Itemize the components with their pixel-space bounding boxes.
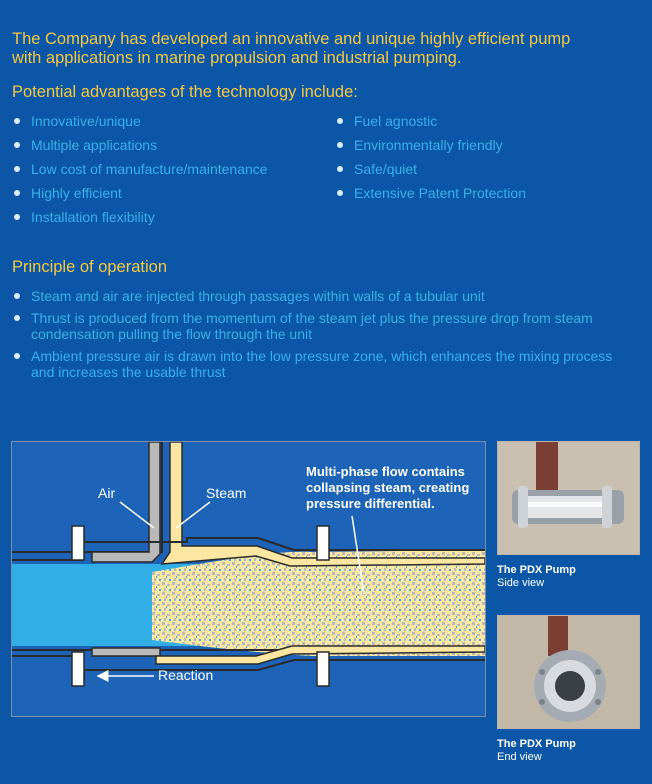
list-item: Safe/quiet xyxy=(335,161,526,177)
flow-label-line-3: pressure differential. xyxy=(306,496,435,511)
flow-label-line-2: collapsing steam, creating xyxy=(306,480,470,495)
caption-side-title: The PDX Pump xyxy=(497,564,576,576)
caption-side-sub: Side view xyxy=(497,577,545,589)
flange-left-bottom xyxy=(72,652,84,686)
list-item: Steam and air are injected through passages within walls of a tubular unit xyxy=(12,288,637,304)
caption-end-title: The PDX Pump xyxy=(497,738,576,750)
flange-left-top xyxy=(72,526,84,560)
intro-text xyxy=(12,30,632,68)
list-item: Ambient pressure air is drawn into the low pressure zone, which enhances the mixing process and increases the usable thrust xyxy=(12,348,637,380)
flange-right-bottom xyxy=(317,652,329,686)
advantages-list-left xyxy=(12,113,268,233)
list-item: Highly efficient xyxy=(12,185,268,201)
principle-list xyxy=(12,288,637,386)
flow-label-line-1: Multi-phase flow contains xyxy=(306,464,465,479)
list-item: Low cost of manufacture/maintenance xyxy=(12,161,268,177)
intro-line-1: The Company has developed an innovative and unique highly efficient pump xyxy=(12,30,571,48)
caption-end xyxy=(497,738,576,764)
list-item: Innovative/unique xyxy=(12,113,268,129)
list-item: Environmentally friendly xyxy=(335,137,526,153)
flange-right-top xyxy=(317,526,329,560)
caption-end-sub: End view xyxy=(497,751,542,763)
principle-heading: Principle of operation xyxy=(12,258,168,276)
list-item: Thrust is produced from the momentum of the steam jet plus the pressure drop from steam condensation pulling the flow through the unit xyxy=(12,310,637,342)
advantages-list-right xyxy=(335,113,526,209)
pump-photo-end xyxy=(497,615,640,729)
pump-side-image xyxy=(498,442,639,554)
caption-side xyxy=(497,564,576,590)
pump-diagram-svg xyxy=(12,442,485,716)
advantages-heading: Potential advantages of the technology include: xyxy=(12,83,358,101)
air-label: Air xyxy=(98,485,116,501)
pump-end-image xyxy=(498,616,639,728)
steam-label: Steam xyxy=(206,485,247,501)
list-item: Multiple applications xyxy=(12,137,268,153)
air-channel-lower xyxy=(92,648,160,656)
list-item: Installation flexibility xyxy=(12,209,268,225)
pump-photo-side xyxy=(497,441,640,555)
intro-line-2: with applications in marine propulsion and industrial pumping. xyxy=(12,49,462,67)
pump-diagram xyxy=(11,441,486,717)
list-item: Fuel agnostic xyxy=(335,113,526,129)
reaction-label: Reaction xyxy=(158,667,214,683)
list-item: Extensive Patent Protection xyxy=(335,185,526,201)
